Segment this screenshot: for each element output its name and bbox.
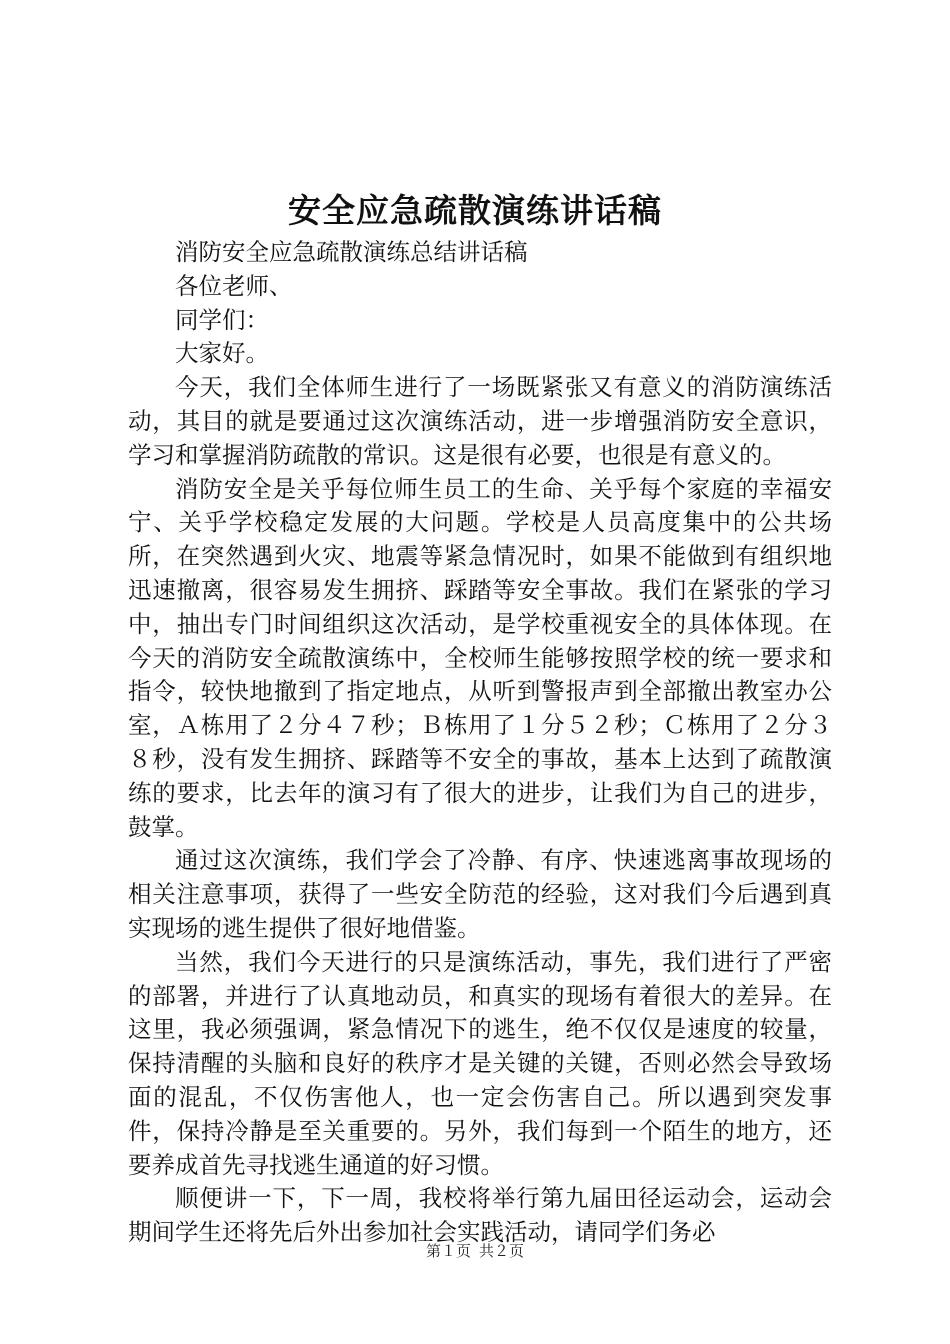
page-number: 第１页 [425,1242,471,1260]
page-total: 共２页 [479,1242,525,1260]
page-footer [0,1240,950,1261]
paragraph-subtitle: 消防安全应急疏散演练总结讲话稿 [175,238,528,266]
paragraph-salutation-teachers: 各位老师、 [175,271,293,300]
paragraph-greeting: 大家好。 [175,339,269,368]
document-body [128,236,832,1250]
paragraph-body: 今天，我们全体师生进行了一场既紧张又有意义的消防演练活动，其目的就是要通过这次演练活动，进一步增强消防安全意识，学习和掌握消防疏散的常识。这是很有必要，也很是有意义的。 [128,373,832,469]
paragraph-body: 顺便讲一下，下一周，我校将举行第九届田径运动会，运动会期间学生还将先后外出参加社会实践活动，请同学们务必 [128,1184,832,1247]
paragraph-body: 消防安全是关乎每位师生员工的生命、关乎每个家庭的幸福安宁、关乎学校稳定发展的大问题。学校是人员高度集中的公共场所，在突然遇到火灾、地震等紧急情况时，如果不能做到有组织地迅速撤离，很容易发生拥挤、踩踏等安全事故。我们在紧张的学习中，抽出专门时间组织这次活动，是学校重视安全的具体体现。在今天的消防安全疏散演练中，全校师生能够按照学校的统一要求和指令，较快地撤到了指定地点，从听到警报声到全部撤出教室办公室，Ａ栋用了２分４７秒；Ｂ栋用了１分５２秒；Ｃ栋用了２分３８秒，没有发生拥挤、踩踏等不安全的事故，基本上达到了疏散演练的要求，比去年的演习有了很大的进步，让我们为自己的进步，鼓掌。 [128,474,832,841]
document-title: 安全应急疏散演练讲话稿 [288,191,662,230]
paragraph-body: 当然，我们今天进行的只是演练活动，事先，我们进行了严密的部署，并进行了认真地动员，和真实的现场有着很大的差异。在这里，我必须强调，紧急情况下的逃生，绝不仅仅是速度的较量，保持清醒的头脑和良好的秩序才是关键的关键，否则必然会导致场面的混乱，不仅伤害他人，也一定会伤害自己。所以遇到突发事件，保持冷静是至关重要的。另外，我们每到一个陌生的地方，还要养成首先寻找逃生通道的好习惯。 [128,947,832,1179]
paragraph-salutation-students: 同学们： [175,305,269,334]
paragraph-body: 通过这次演练，我们学会了冷静、有序、快速逃离事故现场的相关注意事项，获得了一些安全防范的经验，这对我们今后遇到真实现场的逃生提供了很好地借鉴。 [128,846,832,942]
